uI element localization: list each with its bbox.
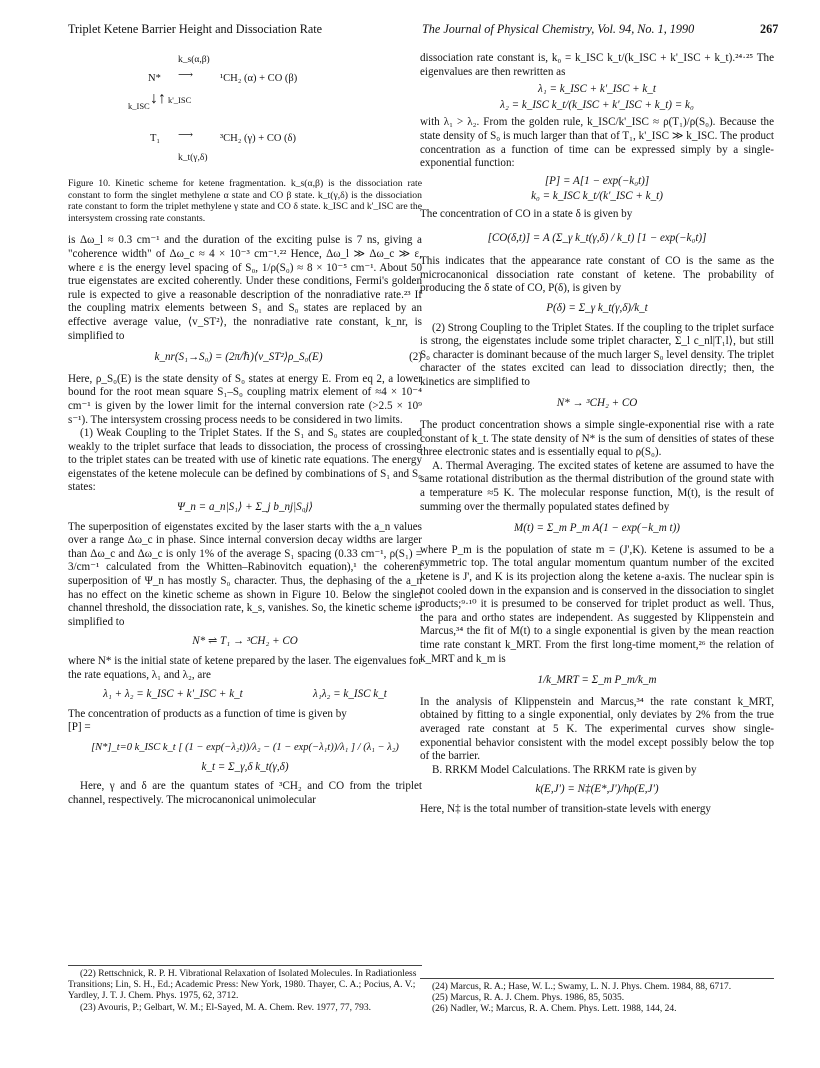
- footnote: (26) Nadler, W.; Marcus, R. A. Chem. Phys. Lett. 1988, 144, 24.: [432, 1004, 677, 1015]
- paragraph: The product concentration shows a simple single-exponential rise with a rate constant of k_t. The state density of N* is the sum of densities of states of these three electronic states and is essentially equal to ρ(S₀).: [420, 419, 774, 459]
- paragraph: The concentration of CO in a state δ is given by: [420, 207, 633, 220]
- scheme-k-s: k_s(α,β): [178, 55, 210, 65]
- paragraph: The superposition of eigenstates excited by the laser starts with the a_n values over a range Δω_c in phase. Since internal conversion decay widths are larger than Δω_c and Δω_c is only 1% of the average S₁ spacing (0.33 cm⁻¹, ρ(S₁) = 3/cm⁻¹ calculated from the Whitten–Rabinovitch equation),¹ the coherent superposition of Ψ_n has mostly S₀ character. Thus, the dephasing of the a_n has no effect on the kinetic scheme as shown in Figure 10. Below the singlet channel threshold, the dissociation rate, k_s, vanishes. So, the kinetic scheme is simplified to: [68, 520, 422, 628]
- equation-2: k_nr(S₁→S₀) = (2π/ℏ)⟨v_ST²⟩ρ_S₀(E) (2): [154, 351, 422, 364]
- scheme-triplet-products: ³CH₂ (γ) + CO (δ): [220, 133, 296, 144]
- footnote: (23) Avouris, P.; Gelbart, W. M.; El-Sayed, M. A. Chem. Rev. 1977, 77, 793.: [80, 1002, 372, 1013]
- equation-product-lhs: [P] =: [68, 721, 91, 734]
- paragraph: (2) Strong Coupling to the Triplet States. If the coupling to the triplet surface is strong, the eigenstates include some triplet character, Σ_l c_nl|T₁l⟩, but still S₀ character is dominant because of the much larger S₀ level density. The triplet character of the states excited can lead to dissociation directly; then, the kinetics are simplified to: [420, 321, 774, 388]
- equation-p-delta: P(δ) = Σ_γ k_t(γ,δ)/k_t: [546, 301, 648, 314]
- equation-kt: k_t = Σ_γ,δ k_t(γ,δ): [201, 760, 289, 773]
- footnotes-right: [420, 978, 774, 1016]
- paragraph: Here, N‡ is the total number of transition-state levels with energy: [420, 802, 711, 815]
- equation-k0: k₀ = k_ISC k_t/(k'_ISC + k_t): [531, 190, 663, 203]
- equation-kinetics: N* ⇌ T₁ → ³CH₂ + CO: [192, 635, 298, 648]
- equation-rrkm: k(E,J') = N‡(E*,J')/hρ(E,J'): [535, 783, 659, 796]
- scheme-n-star: N*: [148, 73, 161, 84]
- equation-p: [P] = A[1 − exp(−k₀t)]: [544, 174, 650, 187]
- footnote: (24) Marcus, R. A.; Hase, W. L.; Swamy, L. N. J. Phys. Chem. 1984, 88, 6717.: [432, 982, 732, 992]
- equation-lambda-2: λ₂ = k_ISC k_t/(k_ISC + k'_ISC + k_t) = k₀: [500, 98, 694, 111]
- paragraph: B. RRKM Model Calculations. The RRKM rate is given by: [432, 763, 697, 776]
- paragraph: where N* is the initial state of ketene prepared by the laser. The eigenvalues for the rate equations, λ₁ and λ₂, are: [68, 655, 422, 681]
- paragraph: is Δω_l ≈ 0.3 cm⁻¹ and the duration of the exciting pulse is 7 ns, giving a "coherence width" of Δω_c ≈ 4 × 10⁻³ cm⁻¹.²² Hence, Δω_l ≫ Δω_c ≫ ε, where ε is the energy level spacing of S₀, 1/ρ(S₀) ≈ 8 × 10⁻⁵ cm⁻¹. About 50 true eigenstates are excited coherently. Under these conditions, Fermi's golden rule is expected to give a reasonable description of the nonradiative rate.²³ If the coupling matrix elements between S₁ and S₀ states are replaced by an effective average value, ⟨v_ST²⟩, the nonradiative rate constant, k_nr, is simplified to: [68, 234, 422, 342]
- scheme-arrow-top: ⟶: [178, 70, 194, 81]
- paragraph: where P_m is the population of state m = (J',K). Ketene is assumed to be a symmetric top. The total angular momentum quantum number of the excited ketene is J', and K is its projection along the ketene a-axis. The nuclear spin is not cooled down in the expansion and is conserved in the dissociation to singlet products;⁹·¹⁰ it is presumed to be conserved for triplet product as well. Thus, the para and ortho states are independent. As suggested by Klippenstein and Marcus,³⁴ the fit of M(t) to a single exponential is given by the mean reaction time rate constant k_MRT. From the first long-time moment,²⁶ the relation of k_MRT and k_m is: [420, 543, 774, 665]
- page-number: 267: [760, 22, 779, 36]
- footnote: (22) Rettschnick, R. P. H. Vibrational Relaxation of Isolated Molecules. In Radiationless Transitions; Lin, S. H., Ed.; Academic Press: New York, 1980. Thayer, C. A.; Pocius, A. V.; Yardley, J. T. J. Chem. Phys. 1975, 62, 3712.: [68, 969, 417, 1002]
- running-head: Triplet Ketene Barrier Height and Dissociation Rate: [68, 22, 323, 36]
- paragraph: Here, γ and δ are the quantum states of ³CH₂ and CO from the triplet channel, respectively. The microcanonical unimolecular: [68, 780, 422, 806]
- scheme-singlet-products: ¹CH₂ (α) + CO (β): [220, 73, 298, 84]
- left-column: [68, 52, 422, 807]
- paragraph: dissociation rate constant is, k₀ = k_ISC k_t/(k_ISC + k'_ISC + k_t).²⁴·²⁵ The eigenvalues are then rewritten as: [420, 52, 774, 78]
- paragraph: A. Thermal Averaging. The excited states of ketene are assumed to have the same rotational distribution as the thermal distribution of the ground state with a temperature ≈5 K. The molecular response function, M(t), is the result of summing over the thermally populated states defined by: [420, 459, 774, 513]
- scheme-k-t: k_t(γ,δ): [178, 153, 208, 163]
- paragraph: Here, ρ_S₀(E) is the state density of S₀ states at energy E. From eq 2, a lower bound for the root mean square S₁–S₀ coupling matrix element of ≈4 × 10⁻⁴ cm⁻¹ is given by the lower limit for the internal conversion rate (>2.5 × 10⁹ s⁻¹). The intersystem crossing process needs to be considered in two limits.: [68, 372, 422, 426]
- paragraph: (1) Weak Coupling to the Triplet States. If the S₁ and S₀ states are coupled weakly to the triplet surface that leads to dissociation, the process of crossing to the triplet states can be treated with use of kinetic rate equations. The energy eigenstates of the ketene molecule can be defined by combinations of S₁ and S₀ states:: [68, 427, 422, 494]
- paragraph: The concentration of products as a function of time is given by: [68, 707, 347, 720]
- kinetic-scheme-figure: [68, 52, 422, 176]
- scheme-k-isc: k_ISC: [128, 101, 150, 111]
- equation-lambda-1: λ₁ = k_ISC + k'_ISC + k_t: [538, 83, 656, 96]
- equation-mrt: 1/k_MRT = Σ_m P_m/k_m: [537, 674, 657, 687]
- footnote: (25) Marcus, R. A. J. Chem. Phys. 1986, 85, 5035.: [432, 993, 625, 1004]
- scheme-arrow-bottom: ⟶: [178, 130, 194, 141]
- paragraph: with λ₁ > λ₂. From the golden rule, k_ISC/k'_ISC ≈ ρ(T₁)/ρ(S₀). Because the state density of S₀ is much larger than that of T₁, k'_ISC ≫ k_ISC. The product concentration as a function of time can be expressed simply by a single-exponential function:: [420, 116, 774, 170]
- paragraph: This indicates that the appearance rate constant of CO is the same as the microcanonical dissociation rate constant of ketene. The probability of producing the δ state of CO, P(δ), is given by: [420, 255, 774, 295]
- footnotes-left: [68, 965, 422, 1014]
- journal-name: The Journal of Physical Chemistry, Vol. 94, No. 1, 1990: [422, 22, 695, 36]
- scheme-t1: T₁: [150, 133, 161, 144]
- equation-eigen: λ₁ + λ₂ = k_ISC + k'_ISC + k_t λ₁λ₂ = k_ISC k_t: [103, 688, 387, 701]
- right-column: [420, 52, 774, 817]
- equation-kinetics-2: N* → ³CH₂ + CO: [556, 397, 638, 410]
- scheme-arrow-down: ↓↑: [150, 90, 166, 107]
- equation-psi: Ψ_n = a_n|S₁⟩ + Σ_j b_nj|S₀j⟩: [177, 501, 313, 514]
- equation-co: [CO(δ,t)] = A (Σ_γ k_t(γ,δ) / k_t) [1 − exp(−k₀t)]: [487, 231, 707, 244]
- scheme-k-isc-rev: k'_ISC: [168, 95, 192, 105]
- equation-product: [N*]_t=0 k_ISC k_t [ (1 − exp(−λ₂t))/λ₂ − (1 − exp(−λ₁t))/λ₁ ] / (λ₁ − λ₂): [91, 741, 399, 753]
- paragraph: In the analysis of Klippenstein and Marcus,³⁴ the rate constant k_MRT, obtained by fitting to a single exponential, only deviates by 2% from the true averaged rate constant at 5 K. The experimental curves show single-exponential behavior consistent with the model except possibly below the top of the barrier.: [420, 695, 774, 763]
- figure-caption: Figure 10. Kinetic scheme for ketene fragmentation. k_s(α,β) is the dissociation rate constant to form the singlet methylene α state and CO β state. k_t(γ,δ) is the dissociation rate constant to form the triplet methylene γ state and CO δ state. k_ISC and k'_ISC are the intersystem crossing rate constants.: [68, 178, 422, 224]
- equation-m: M(t) = Σ_m P_m A(1 − exp(−k_m t)): [514, 522, 680, 535]
